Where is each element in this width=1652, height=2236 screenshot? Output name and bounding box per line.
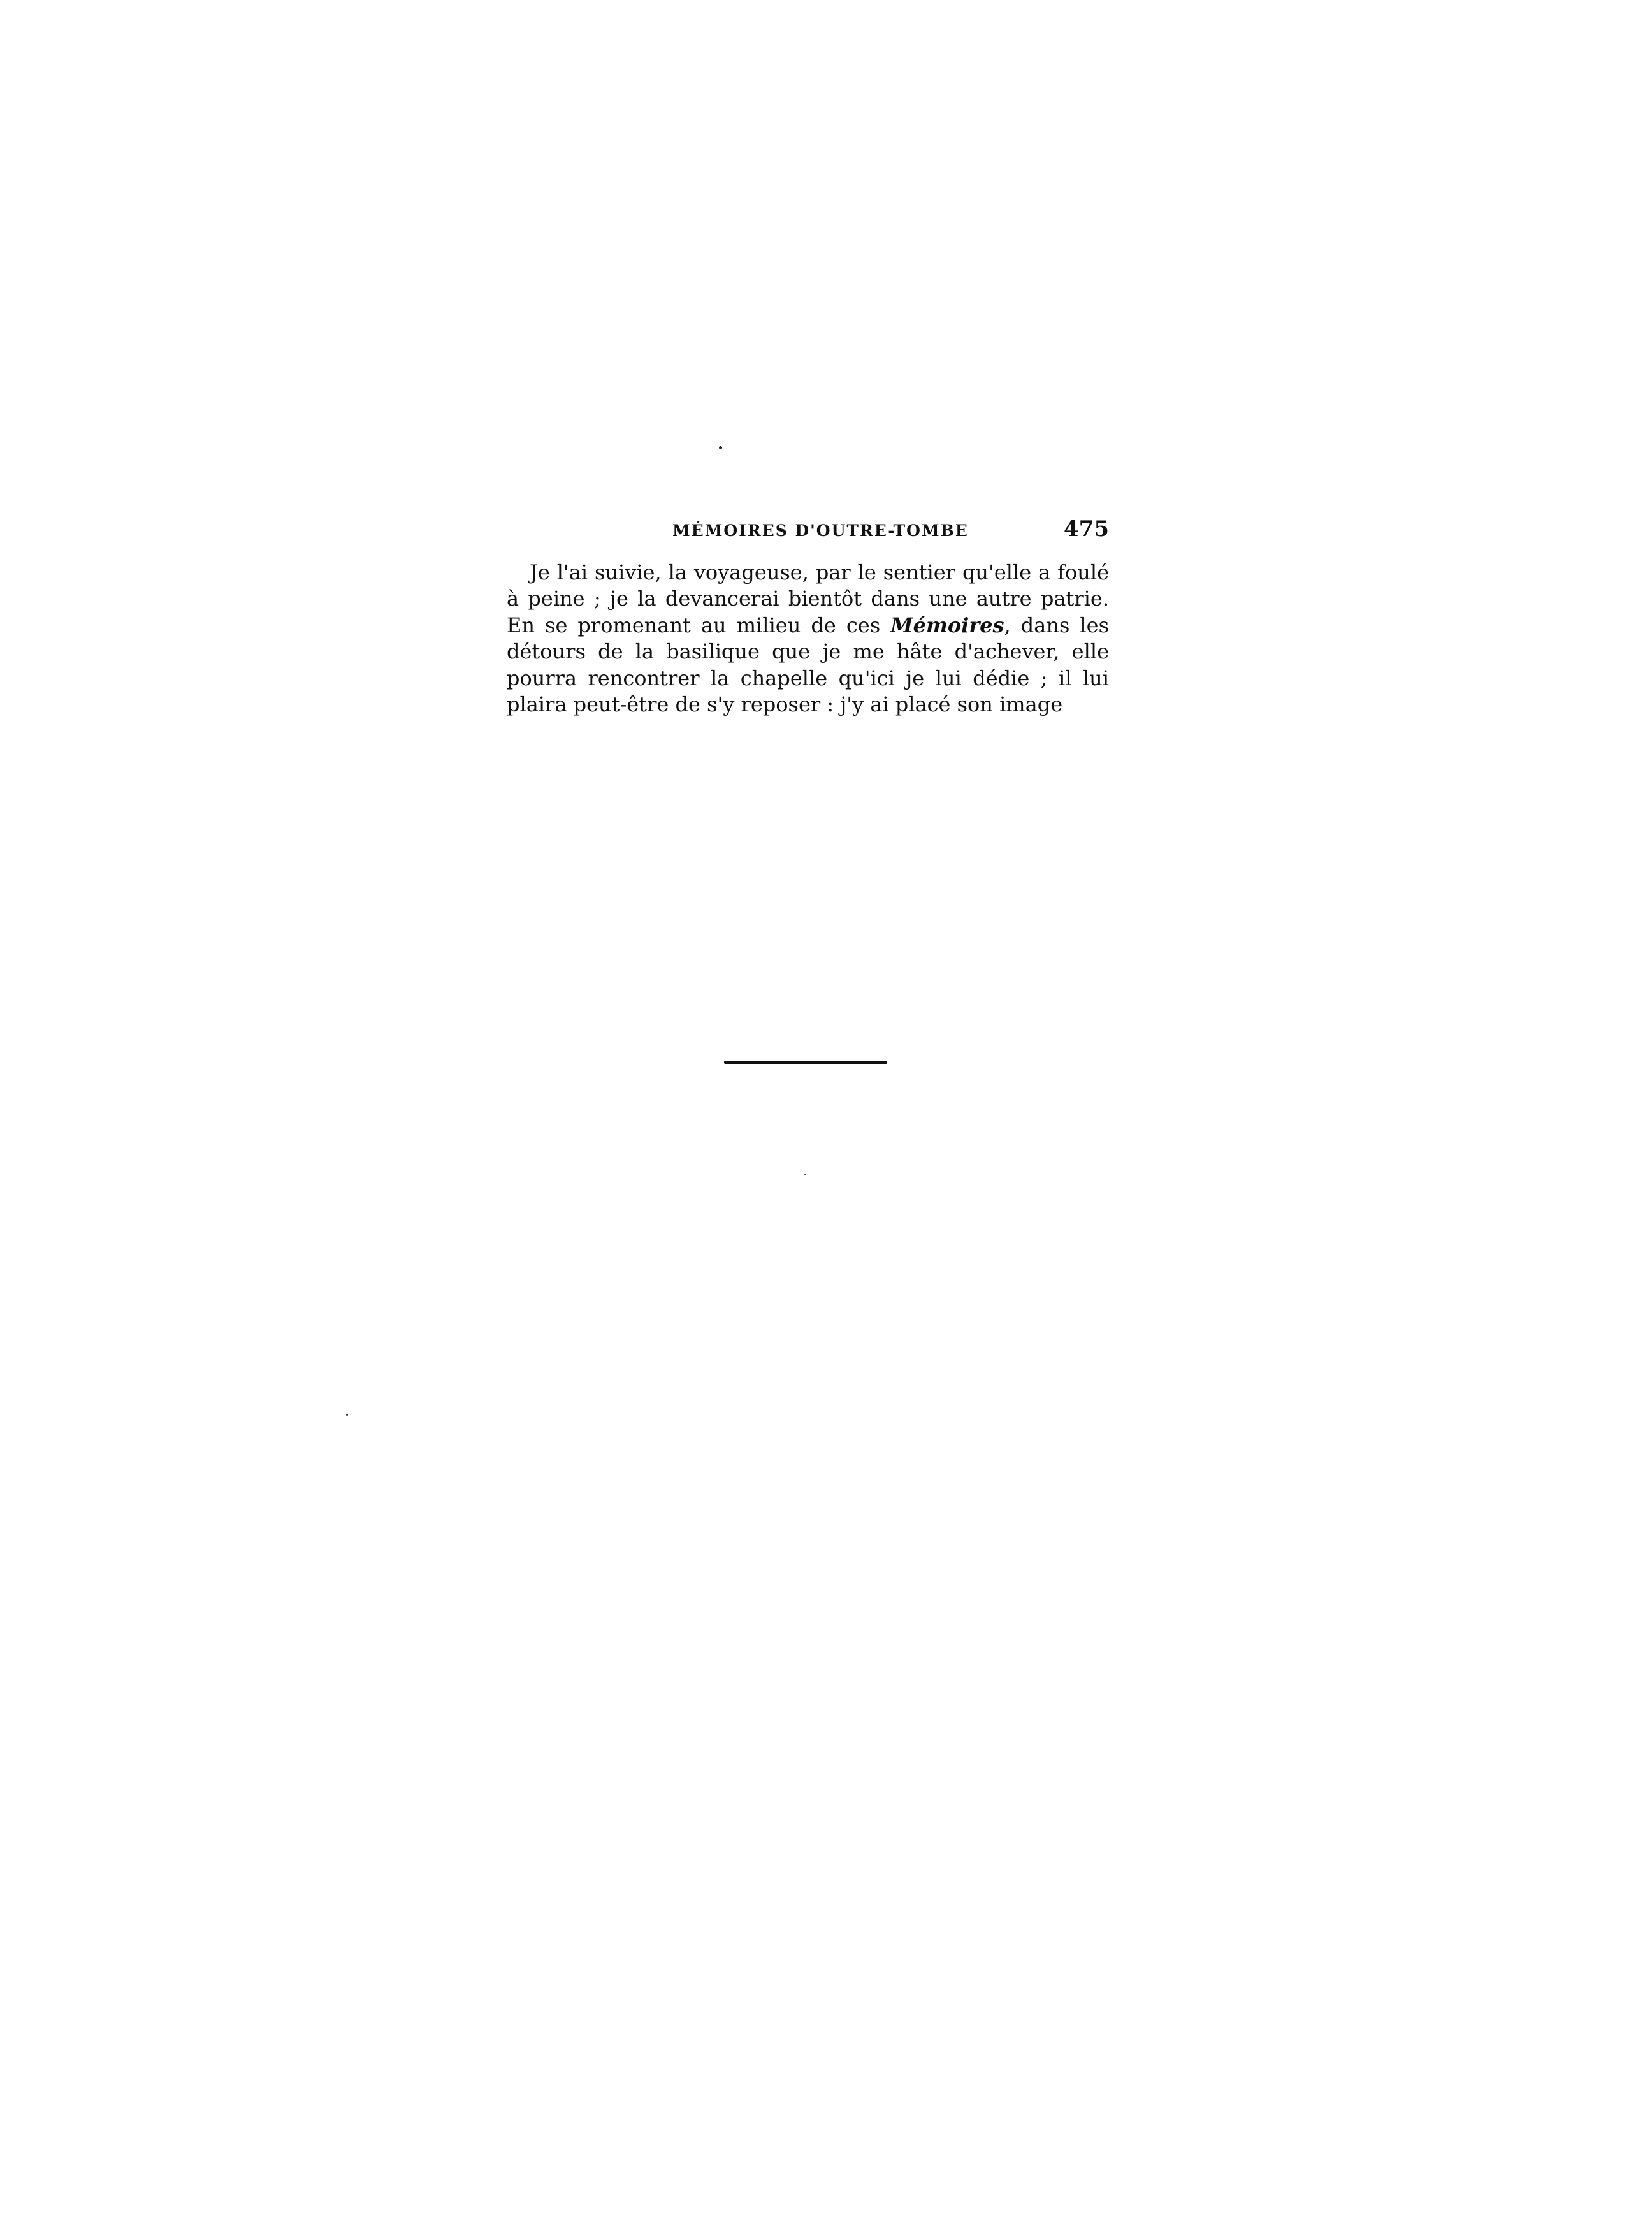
page-header (510, 516, 1109, 548)
body-text-part-2: , dans les détours de la basilique que je me hâte d'achever, elle pourra rencontrer la chapelle qu'ici je lui dédie ; il lui plaira peut-être de s'y reposer : j'y ai placé son image (507, 613, 1110, 717)
body-text-italic-title: Mémoires (890, 613, 1004, 637)
chapter-end-rule (724, 1061, 887, 1064)
body-paragraph (507, 560, 1109, 718)
ink-speck (719, 446, 722, 449)
ink-speck (804, 1174, 806, 1175)
ink-speck (346, 1414, 348, 1416)
page-number: 475 (1064, 516, 1109, 542)
body-text-part-1: Je l'ai suivie, la voyageuse, par le sentier qu'elle a foulé à peine ; je la devancerai bientôt dans une autre patrie. En se promenant au milieu de ces (507, 560, 1109, 637)
running-title: MÉMOIRES D'OUTRE-TOMBE (672, 521, 969, 540)
